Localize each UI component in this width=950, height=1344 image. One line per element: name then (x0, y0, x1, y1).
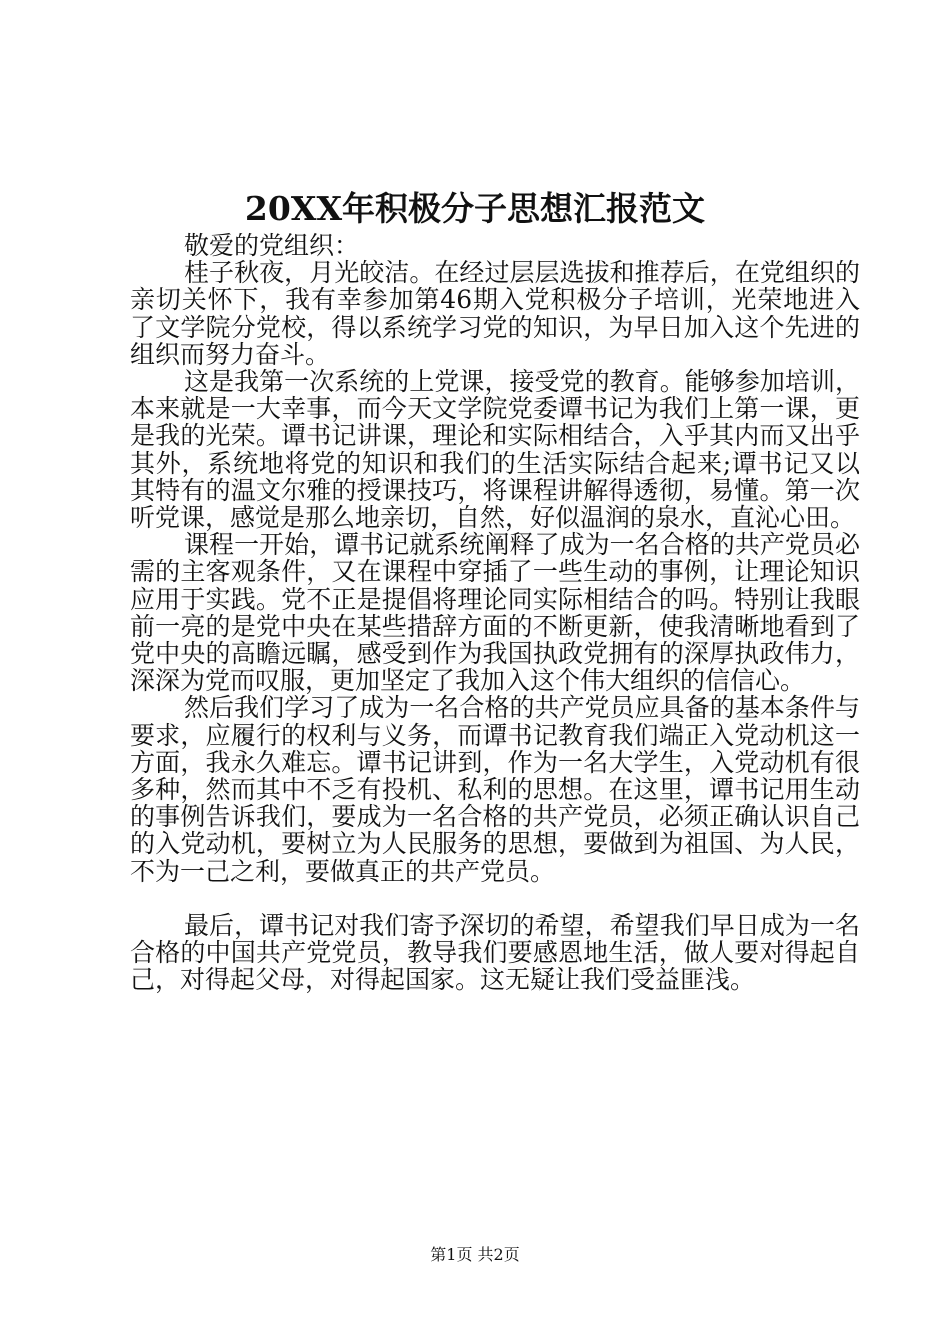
paragraph-2: 这是我第一次系统的上党课，接受党的教育。能够参加培训，本来就是一大幸事，而今天文学院党委谭书记为我们上第一课，更是我的光荣。谭书记讲课，理论和实际相结合，入乎其内而又出乎其外，系统地将党的知识和我们的生活实际结合起来;谭书记又以其特有的温文尔雅的授课技巧，将课程讲解得透彻，易懂。第一次听党课，感觉是那么地亲切，自然，好似温润的泉水，直沁心田。 (130, 367, 860, 533)
paragraph-5: 最后，谭书记对我们寄予深切的希望，希望我们早日成为一名合格的中国共产党党员，教导我们要感恩地生活，做人要对得起自己，对得起父母，对得起国家。这无疑让我们受益匪浅。 (130, 910, 860, 995)
paragraph-3: 课程一开始，谭书记就系统阐释了成为一名合格的共产党员必需的主客观条件，又在课程中穿插了一些生动的事例，让理论知识应用于实践。党不正是提倡将理论同实际相结合的吗。特别让我眼前一亮的是党中央在某些措辞方面的不断更新，使我清晰地看到了党中央的高瞻远瞩，感受到作为我国执政党拥有的深厚执政伟力，深深为党而叹服，更加坚定了我加入这个伟大组织的信信心。 (130, 530, 860, 696)
paragraph-4: 然后我们学习了成为一名合格的共产党员应具备的基本条件与要求，应履行的权利与义务，而谭书记教育我们端正入党动机这一方面，我永久难忘。谭书记讲到，作为一名大学生，入党动机有很多种，然而其中不乏有投机、私利的思想。在这里，谭书记用生动的事例告诉我们，要成为一名合格的共产党员，必须正确认识自己的入党动机，要树立为人民服务的思想，要做到为祖国、为人民，不为一己之利，要做真正的共产党员。 (130, 693, 860, 886)
document-body (130, 232, 860, 993)
document-title: 20XX年积极分子思想汇报范文 (244, 189, 706, 228)
page-indicator: 第1页 共2页 (430, 1245, 520, 1264)
salutation: 敬爱的党组织： (184, 231, 360, 260)
paragraph-1: 桂子秋夜，月光皎洁。在经过层层选拔和推荐后，在党组织的亲切关怀下，我有幸参加第46期入党积极分子培训，光荣地进入了文学院分党校，得以系统学习党的知识，为早日加入这个先进的组织而努力奋斗。 (130, 258, 860, 369)
